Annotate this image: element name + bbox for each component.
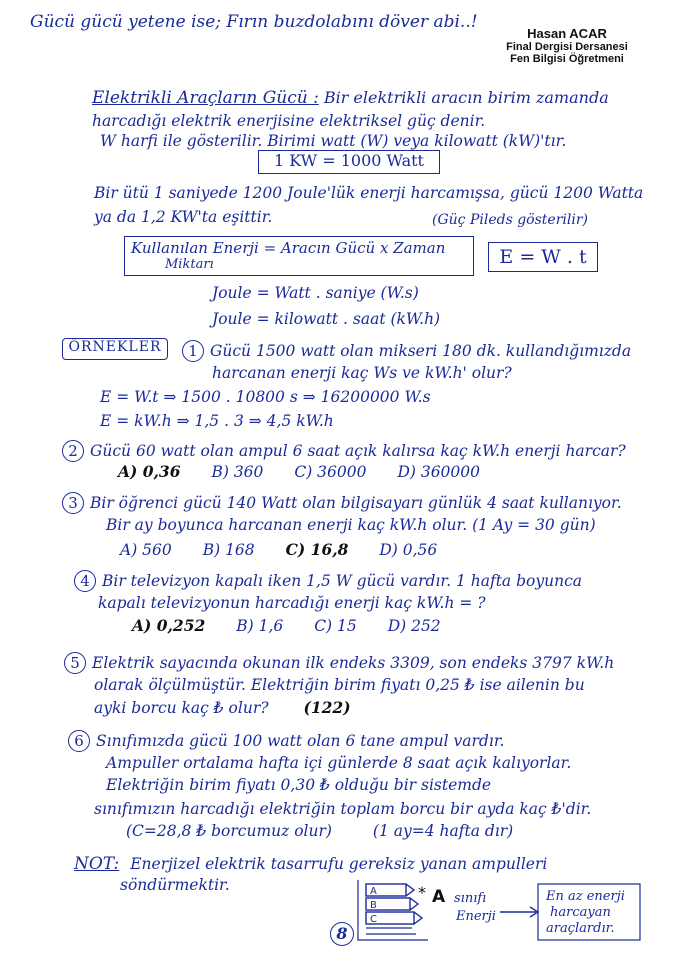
unit-box: [258, 150, 440, 174]
q6-number: 6: [68, 730, 90, 752]
energy-label-diagram: [358, 880, 658, 960]
q4-line1: [74, 570, 582, 592]
energy-band-b-letter: B: [370, 900, 377, 911]
q4-option-d: D) 252: [387, 617, 441, 635]
note-text1: Enerjizel elektrik tasarrufu gereksiz yanan ampulleri: [130, 855, 548, 873]
formula-unit1: Joule = Watt . saniye (W.s): [212, 284, 419, 302]
q6-line1: [68, 730, 504, 752]
energy-band-c-tip: [414, 912, 422, 924]
q4-line2: kapalı televizyonun harcadığı enerji kaç kW.h = ?: [98, 594, 486, 612]
result-text2: harcayan: [550, 905, 611, 920]
q2-text1: Gücü 60 watt olan ampul 6 saat açık kalırsa kaç kW.h enerji harcar?: [90, 442, 626, 460]
q2-option-d: D) 360000: [397, 463, 481, 481]
formula-box-right: [488, 242, 598, 272]
intro-line2: harcadığı elektrik enerjisine elektriksel güç denir.: [92, 112, 486, 130]
q4-options: [132, 616, 467, 635]
q5-number: 5: [64, 652, 86, 674]
q6-note: (1 ay=4 hafta dır): [372, 822, 514, 840]
note-line1: [74, 854, 547, 874]
unit-box-text: 1 KW = 1000 Watt: [274, 151, 424, 170]
q5-text3: ayki borcu kaç ₺ olur?: [94, 699, 269, 717]
formula-box-left-line2: Miktarı: [165, 257, 214, 272]
energy-class-text1: sınıfı: [454, 891, 487, 906]
q6-line4: sınıfımızın harcadığı elektriğin toplam borcu bir ayda kaç ₺'dir.: [94, 800, 592, 818]
q1-line2: harcanan enerji kaç Ws ve kW.h' olur?: [212, 364, 512, 382]
header-motto: Gücü gücü yetene ise; Fırın buzdolabını döver abi..!: [30, 12, 478, 32]
q1-calc2: E = kW.h ⇒ 1,5 . 3 ⇒ 4,5 kW.h: [100, 412, 334, 430]
q6-answer: (C=28,8 ₺ borcumuz olur): [126, 822, 332, 840]
q2-line1: [62, 440, 626, 462]
result-text1: En az enerji: [546, 889, 625, 904]
energy-band-c-letter: C: [370, 914, 377, 925]
formula-box-left: [124, 236, 474, 276]
note-label: NOT:: [74, 854, 120, 874]
intro-line1-rest: Bir elektrikli aracın birim zamanda: [323, 88, 609, 107]
q2-option-c: C) 36000: [294, 463, 367, 481]
q3-option-c: C) 16,8: [285, 540, 349, 559]
q1-number: 1: [182, 340, 204, 362]
intro-line1: [92, 88, 609, 108]
page-number-circle: [330, 922, 354, 946]
q6-text1: Sınıfımızda gücü 100 watt olan 6 tane ampul vardır.: [96, 732, 505, 750]
q2-options: [118, 462, 506, 481]
energy-star: *: [418, 883, 426, 902]
q4-number: 4: [74, 570, 96, 592]
q3-text1: Bir öğrenci gücü 140 Watt olan bilgisayarı günlük 4 saat kullanıyor.: [90, 494, 622, 512]
q5-answer: (122): [303, 698, 351, 717]
q5-line3: [94, 698, 351, 717]
q2-option-b: B) 360: [211, 463, 264, 481]
formula-unit2: Joule = kilowatt . saat (kW.h): [212, 310, 441, 328]
energy-class-letter: A: [432, 887, 446, 907]
q4-text1: Bir televizyon kapalı iken 1,5 W gücü vardır. 1 hafta boyunca: [102, 572, 582, 590]
q4-option-b: B) 1,6: [236, 617, 284, 635]
q1-calc1: E = W.t ⇒ 1500 . 10800 s ⇒ 16200000 W.s: [100, 388, 431, 406]
q6-answer-line: [126, 822, 513, 840]
intro-title: Elektrikli Araçların Gücü :: [92, 88, 319, 108]
page-number: 8: [336, 924, 348, 943]
q5-text1: Elektrik sayacında okunan ilk endeks 3309, son endeks 3797 kW.h: [92, 654, 615, 672]
q3-line2: Bir ay boyunca harcanan enerji kaç kW.h olur. (1 Ay = 30 gün): [106, 516, 596, 534]
q3-option-d: D) 0,56: [379, 541, 438, 559]
iron-line2: ya da 1,2 KW'ta eşittir.: [94, 208, 273, 226]
q3-options: [120, 540, 463, 559]
q5-line2: olarak ölçülmüştür. Elektriğin birim fiyatı 0,25 ₺ ise ailenin bu: [94, 676, 585, 694]
author-block: [492, 26, 642, 65]
energy-class-text2: Enerji: [456, 909, 496, 924]
intro-line3: W harfi ile gösterilir. Birimi watt (W) veya kilowatt (kW)'tır.: [100, 132, 567, 150]
iron-line1: Bir ütü 1 saniyede 1200 Joule'lük enerji harcamışsa, gücü 1200 Watta: [94, 184, 644, 202]
q3-line1: [62, 492, 622, 514]
q5-line1: [64, 652, 614, 674]
result-text3: araçlardır.: [546, 921, 615, 936]
q2-option-a: A) 0,36: [118, 462, 181, 481]
q3-option-a: A) 560: [120, 541, 172, 559]
examples-label-box: [62, 338, 168, 360]
author-school: Final Dergisi Dersanesi: [506, 41, 628, 53]
q6-line2: Ampuller ortalama hafta içi günlerde 8 saat açık kalıyorlar.: [106, 754, 572, 772]
author-name: Hasan ACAR: [527, 26, 607, 41]
author-role: Fen Bilgisi Öğretmeni: [510, 53, 624, 65]
q2-number: 2: [62, 440, 84, 462]
energy-band-a-tip: [406, 884, 414, 896]
note-line2: söndürmektir.: [120, 876, 230, 894]
q1-line1: [182, 340, 631, 362]
energy-band-b-tip: [410, 898, 418, 910]
q3-number: 3: [62, 492, 84, 514]
examples-label: ÖRNEKLER: [68, 339, 162, 355]
q3-option-b: B) 168: [202, 541, 255, 559]
formula-box-left-line1: Kullanılan Enerji = Aracın Gücü x Zaman: [131, 239, 446, 257]
iron-note: (Güç Pileds gösterilir): [432, 212, 588, 228]
q4-option-c: C) 15: [314, 617, 357, 635]
q1-text1: Gücü 1500 watt olan mikseri 180 dk. kullandığımızda: [210, 342, 632, 360]
q4-option-a: A) 0,252: [132, 616, 206, 635]
q6-line3: Elektriğin birim fiyatı 0,30 ₺ olduğu bir sistemde: [106, 776, 492, 794]
formula-box-right-text: E = W . t: [499, 246, 587, 268]
energy-band-a-letter: A: [370, 886, 377, 897]
